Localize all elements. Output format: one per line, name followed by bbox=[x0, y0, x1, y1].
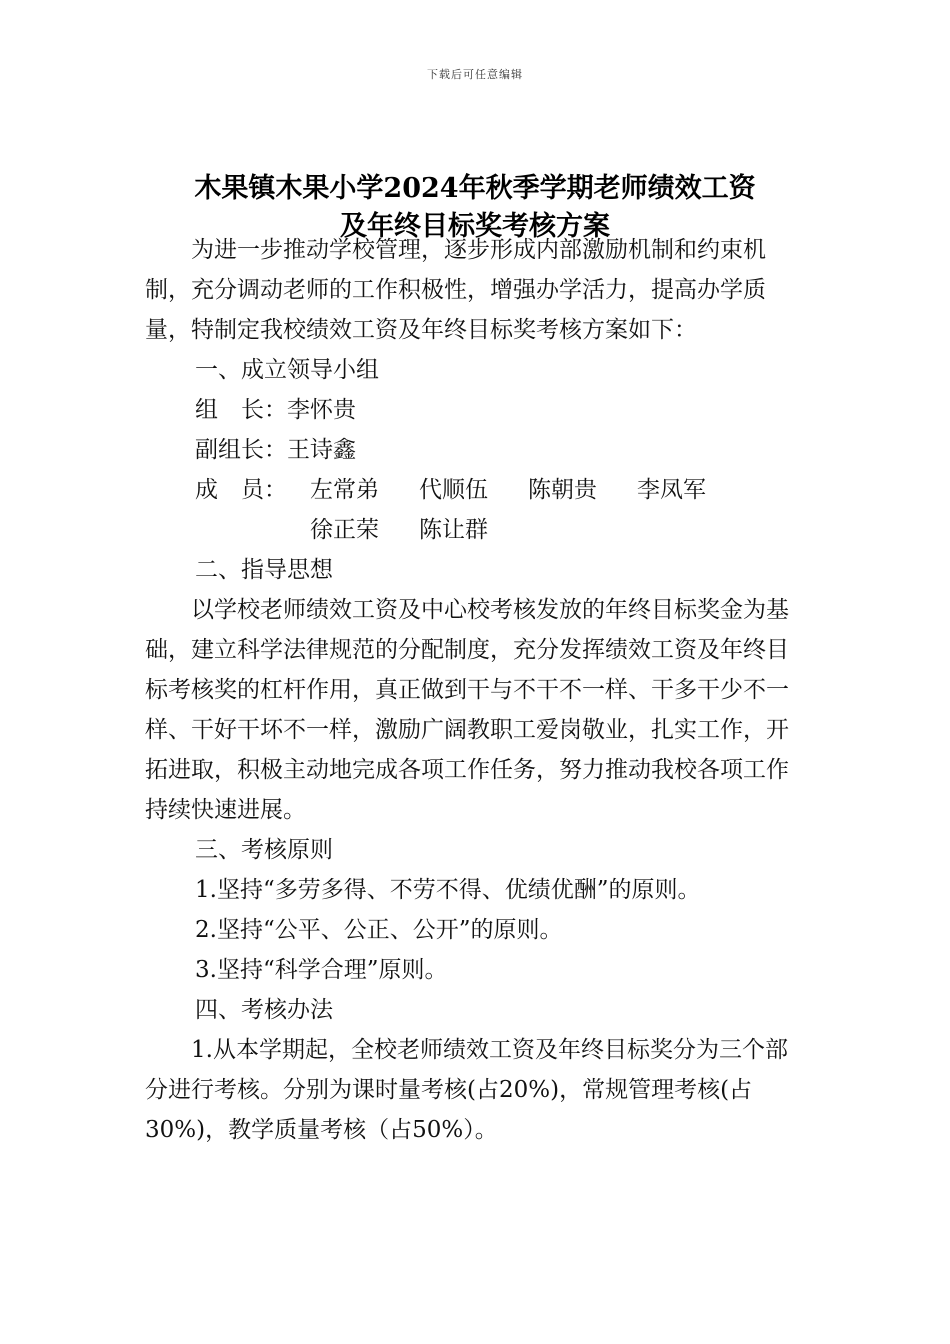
members-list bbox=[310, 470, 790, 550]
title-line-2: 及年终目标奖考核方案 bbox=[340, 211, 610, 242]
section-4-paragraph: 1.从本学期起，全校老师绩效工资及年终目标奖分为三个部分进行考核。分别为课时量考核(占20%)，常规管理考核(占30%)，教学质量考核（占50%）。 bbox=[145, 1037, 788, 1143]
principle-item: 1.坚持“多劳多得、不劳不得、优绩优酬”的原则。 bbox=[195, 877, 701, 903]
section-3-heading: 三、考核原则 bbox=[195, 837, 333, 863]
section-2-paragraph: 以学校老师绩效工资及中心校考核发放的年终目标奖金为基础，建立科学法律规范的分配制度，充分发挥绩效工资及年终目标考核奖的杠杆作用，真正做到干与不干不一样、干多干少不一样、干好干坏不一样，激励广阔教职工爱岗敬业，扎实工作，开拓进取，积极主动地完成各项工作任务，努力推动我校各项工作持续快速进展。 bbox=[145, 597, 789, 823]
section-4-heading: 四、考核办法 bbox=[195, 997, 333, 1023]
leader-line: 组 长：李怀贵 bbox=[195, 397, 356, 423]
members-label: 成 员： bbox=[195, 477, 287, 503]
member-name: 左常弟 bbox=[310, 477, 379, 503]
document-body bbox=[145, 230, 805, 1150]
section-2-heading: 二、指导思想 bbox=[195, 557, 333, 583]
member-name: 徐正荣 bbox=[310, 517, 379, 543]
member-name: 陈朝贵 bbox=[528, 477, 597, 503]
member-name: 代顺伍 bbox=[419, 477, 488, 503]
section-1-heading: 一、成立领导小组 bbox=[195, 357, 379, 383]
member-name: 陈让群 bbox=[419, 517, 488, 543]
principle-item: 2.坚持“公平、公正、公开”的原则。 bbox=[195, 917, 563, 943]
deputy-line: 副组长：王诗鑫 bbox=[195, 437, 356, 463]
principle-item: 3.坚持“科学合理”原则。 bbox=[195, 957, 448, 983]
intro-paragraph: 为进一步推动学校管理，逐步形成内部激励机制和约束机制，充分调动老师的工作积极性，增强办学活力，提高办学质量，特制定我校绩效工资及年终目标奖考核方案如下： bbox=[145, 237, 766, 343]
title-line-1: 木果镇木果小学2024年秋季学期老师绩效工资 bbox=[194, 173, 756, 204]
members-row bbox=[145, 470, 805, 550]
header-note: 下载后可任意编辑 bbox=[427, 68, 523, 81]
member-name: 李凤军 bbox=[637, 477, 706, 503]
